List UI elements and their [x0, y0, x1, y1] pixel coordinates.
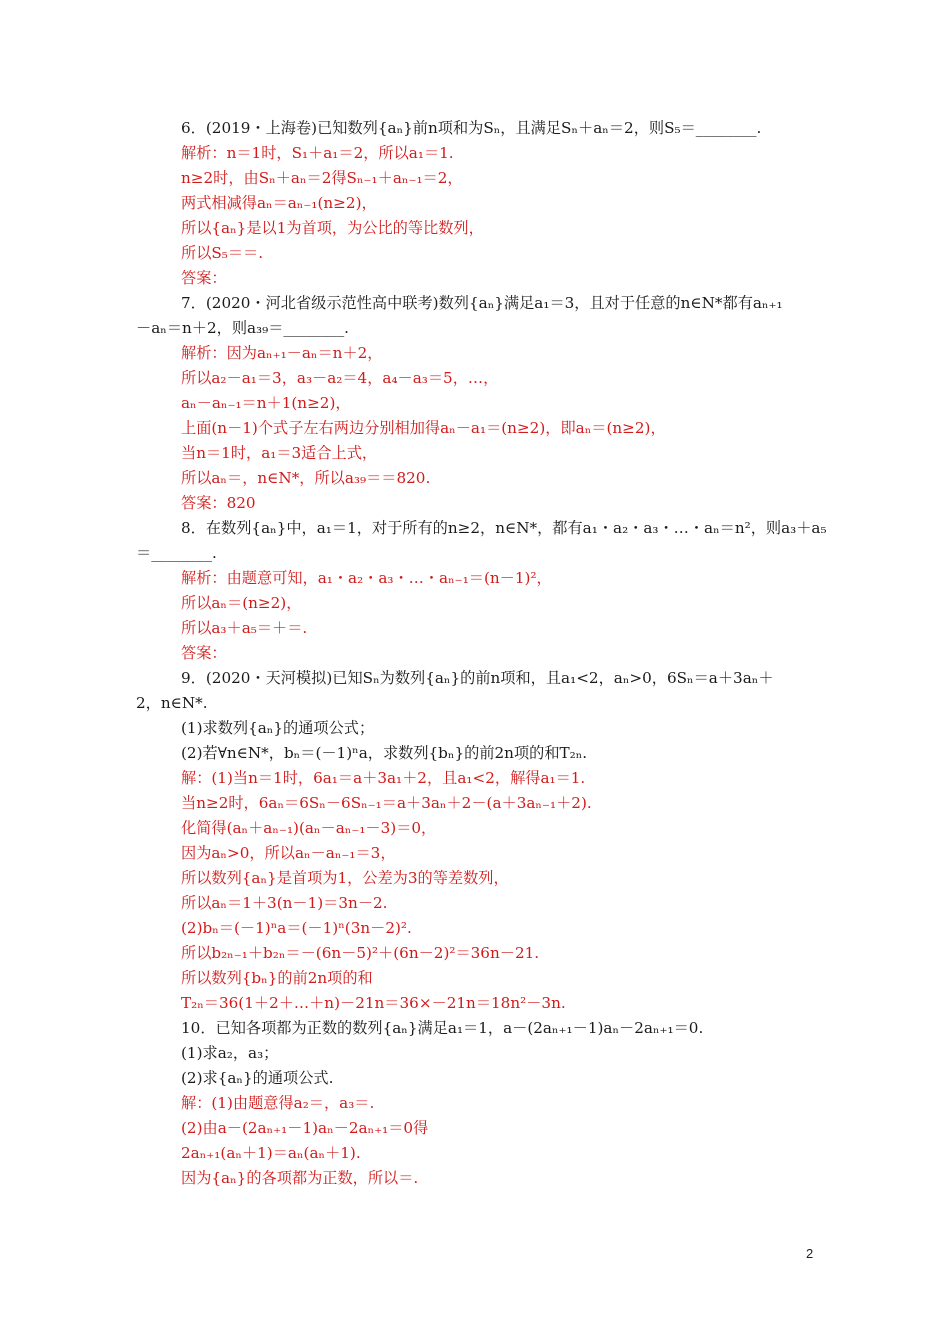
solution-line: n≥2时，由Sₙ＋aₙ＝2得Sₙ₋₁＋aₙ₋₁＝2， [181, 169, 463, 187]
solution-line: 所以数列{bₙ}的前2n项的和 [181, 969, 373, 987]
page-number: 2 [806, 1246, 814, 1261]
question-line: 6．(2019・上海卷)已知数列{aₙ}前n项和为Sₙ，且满足Sₙ＋aₙ＝2，则S₅＝________. [181, 119, 762, 137]
question-line: (1)求数列{aₙ}的通项公式； [181, 719, 375, 737]
solution-line: 所以S₅＝＝. [181, 244, 264, 262]
solution-line: 答案： [181, 644, 227, 662]
question-line: 10．已知各项都为正数的数列{aₙ}满足a₁＝1，a－(2aₙ₊₁－1)aₙ－2aₙ₊₁＝0. [181, 1019, 704, 1037]
question-line: 2，n∈N*. [136, 694, 208, 712]
solution-line: 2aₙ₊₁(aₙ＋1)＝aₙ(aₙ＋1). [181, 1144, 361, 1162]
solution-line: 所以aₙ＝(n≥2)， [181, 594, 302, 612]
solution-line: 解析：由题意可知，a₁・a₂・a₃・…・aₙ₋₁＝(n－1)²， [181, 569, 552, 587]
solution-line: 因为{aₙ}的各项都为正数，所以＝. [181, 1169, 419, 1187]
solution-line: aₙ－aₙ₋₁＝n＋1(n≥2)， [181, 394, 351, 412]
solution-line: T₂ₙ＝36(1＋2＋…＋n)－21n＝36×－21n＝18n²－3n. [181, 994, 566, 1012]
question-line: 7．(2020・河北省级示范性高中联考)数列{aₙ}满足a₁＝3，且对于任意的n∈N*都有aₙ₊₁ [181, 294, 783, 312]
solution-line: 答案：820 [181, 494, 256, 512]
solution-line: 因为aₙ>0，所以aₙ－aₙ₋₁＝3， [181, 844, 396, 862]
question-line: 9．(2020・天河模拟)已知Sₙ为数列{aₙ}的前n项和，且a₁<2，aₙ>0，6Sₙ＝a＋3aₙ＋ [181, 669, 774, 687]
solution-line: 化简得(aₙ＋aₙ₋₁)(aₙ－aₙ₋₁－3)＝0， [181, 819, 437, 837]
solution-line: 两式相减得aₙ＝aₙ₋₁(n≥2)， [181, 194, 377, 212]
solution-line: 当n≥2时，6aₙ＝6Sₙ－6Sₙ₋₁＝a＋3aₙ＋2－(a＋3aₙ₋₁＋2). [181, 794, 592, 812]
solution-line: 所以数列{aₙ}是首项为1，公差为3的等差数列， [181, 869, 509, 887]
solution-line: 当n＝1时，a₁＝3适合上式， [181, 444, 378, 462]
question-line: ＝________. [136, 544, 217, 562]
solution-line: 所以aₙ＝1＋3(n－1)＝3n－2. [181, 894, 388, 912]
solution-line: 所以{aₙ}是以1为首项，为公比的等比数列， [181, 219, 484, 237]
solution-line: 所以b₂ₙ₋₁＋b₂ₙ＝－(6n－5)²＋(6n－2)²＝36n－21. [181, 944, 540, 962]
solution-line: 所以a₂－a₁＝3，a₃－a₂＝4，a₄－a₃＝5，…， [181, 369, 499, 387]
solution-line: 解：(1)由题意得a₂＝，a₃＝. [181, 1094, 375, 1112]
solution-line: 上面(n－1)个式子左右两边分别相加得aₙ－a₁＝(n≥2)，即aₙ＝(n≥2)， [181, 419, 666, 437]
solution-line: (2)由a－(2aₙ₊₁－1)aₙ－2aₙ₊₁＝0得 [181, 1119, 429, 1137]
question-line: －aₙ＝n＋2，则a₃₉＝________. [136, 319, 350, 337]
solution-line: 解析：因为aₙ₊₁－aₙ＝n＋2， [181, 344, 383, 362]
solution-line: (2)bₙ＝(－1)ⁿa＝(－1)ⁿ(3n－2)². [181, 919, 412, 937]
question-line: (2)若∀n∈N*，bₙ＝(－1)ⁿa，求数列{bₙ}的前2n项的和T₂ₙ. [181, 744, 588, 762]
question-line: 8．在数列{aₙ}中，a₁＝1，对于所有的n≥2，n∈N*，都有a₁・a₂・a₃・…・aₙ＝n²，则a₃＋a₅ [181, 519, 827, 537]
solution-line: 解析：n＝1时，S₁＋a₁＝2，所以a₁＝1. [181, 144, 454, 162]
question-line: (1)求a₂，a₃； [181, 1044, 279, 1062]
solution-line: 答案： [181, 269, 227, 287]
solution-line: 所以aₙ＝，n∈N*，所以a₃₉＝＝820. [181, 469, 431, 487]
solution-line: 解：(1)当n＝1时，6a₁＝a＋3a₁＋2，且a₁<2，解得a₁＝1. [181, 769, 586, 787]
question-line: (2)求{aₙ}的通项公式. [181, 1069, 334, 1087]
solution-line: 所以a₃＋a₅＝＋＝. [181, 619, 308, 637]
